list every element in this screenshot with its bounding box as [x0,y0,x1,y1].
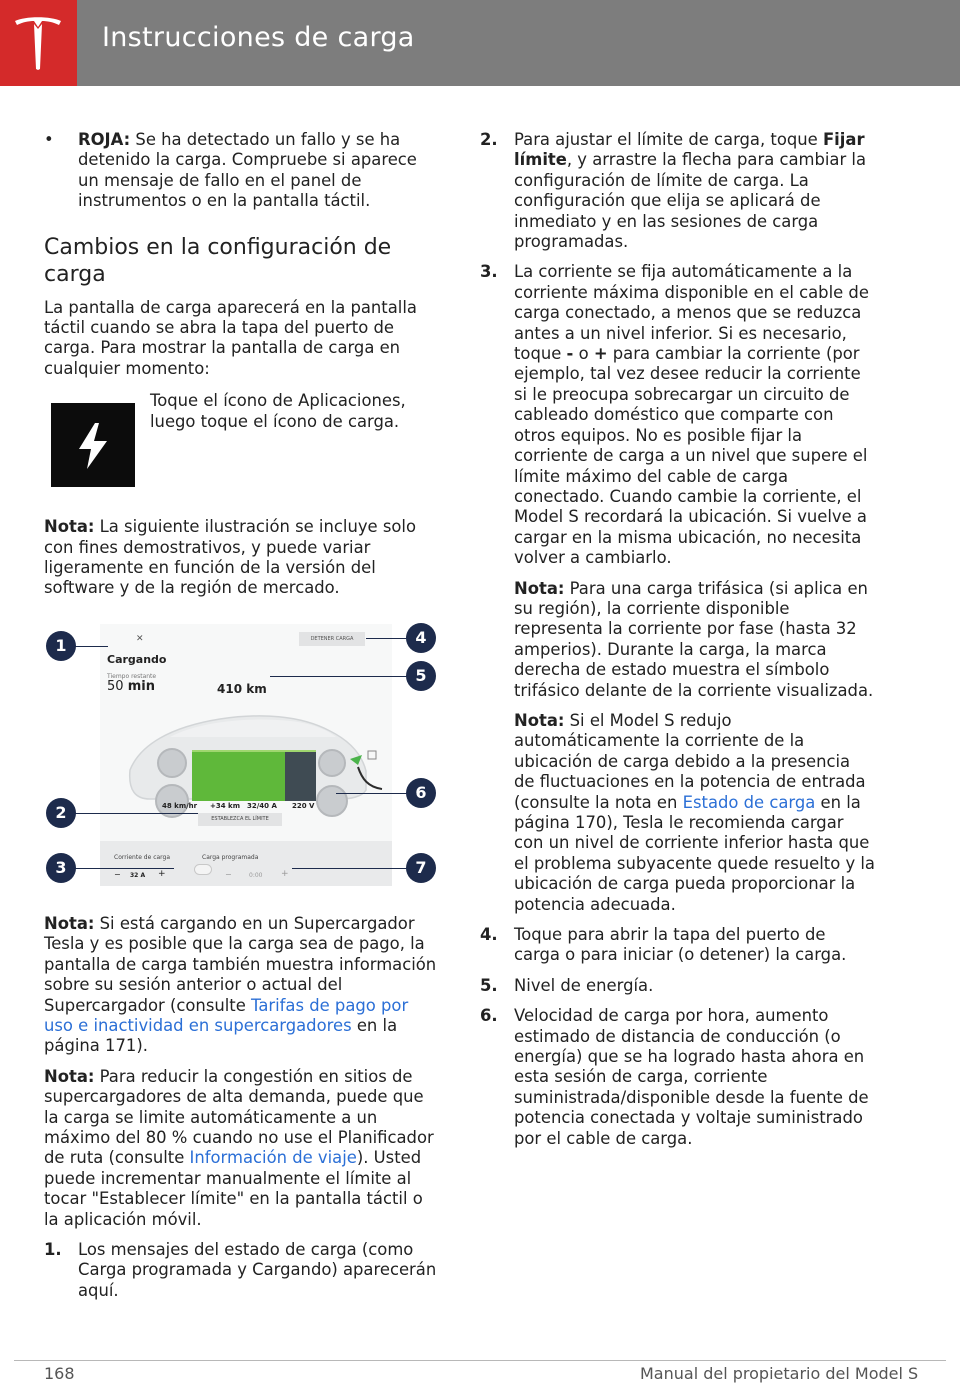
list-text: o [573,344,594,364]
bullet-label: ROJA: [78,130,131,149]
note-text: Si está cargando en un Supercargador Tesla y es posible que la carga sea de pago, la pantalla de carga también muestra información sobre su sesión anterior o actual del Supercargador (consulte [44,913,437,1015]
list-number: 4. [480,925,498,945]
callout-line-4 [366,638,408,640]
note-label: Nota: [514,578,565,598]
charge-current-label: Corriente de carga [114,853,171,861]
apps-instruction-text: Toque el ícono de Aplicaciones, luego toque el ícono de carga. [150,391,406,431]
tesla-logo [0,0,77,86]
callout-7: 7 [406,853,436,883]
callout-line-1 [74,646,108,648]
set-limit-term: Fijar límite [514,130,865,170]
stop-charging-button[interactable]: DETENER CARGA [299,632,365,646]
note-text: en la página 171). [44,1015,398,1056]
note-reduced-current [514,711,875,915]
bullet-mark: • [44,130,54,149]
list-item-1 [44,1240,440,1301]
list-text: para cambiar la corriente (por ejemplo, tal vez desee reducir la corriente si le preocupa sobrecargar un circuito de cableado doméstico que comparte con otros equipos. No es posible fijar la corriente de carga a un nivel que supere el límite máximo del cable de carga conectado. Cuando cambie la corriente, el Model S recordará la ubicación. Si vuelve a cargar en la misma ubicación, no necesita volver a cambiarlo. [514,344,868,568]
current-value: 32 A [130,871,146,879]
schedule-toggle[interactable] [194,864,212,875]
note-congestion [44,1067,440,1230]
note-three-phase [514,579,875,701]
callout-line-7 [292,868,408,870]
list-number: 6. [480,1006,498,1026]
charge-app-tile [51,403,135,487]
left-column [44,130,440,1301]
list-text: Toque para abrir la tapa del puerto de carga o para iniciar (o detener) la carga. [514,925,847,965]
charging-screen-illustration [44,615,440,898]
note-label: Nota: [514,710,565,730]
note-text: La siguiente ilustración se incluye solo con fines demostrativos, y puede variar ligeramente en función de la versión del software y de la región de mercado. [44,517,416,598]
scheduled-charge-label: Carga programada [202,853,259,861]
footer-divider [14,1360,946,1361]
list-text: Velocidad de carga por hora, aumento estimado de distancia de conducción (o energía) que se ha logrado hasta ahora en esta sesión de carga, corriente suministrada/disponible desde la fuente de potencia conectada y voltaje suministrado por el cable de carga. [514,1006,869,1148]
voltage-stat: 220 V [292,801,315,810]
note-text: Si el Model S redujo automáticamente la corriente de la ubicación de carga debido a la presencia de fluctuaciones en la potencia de entrada (consulte la nota en [514,710,866,812]
note-supercharger [44,914,440,1057]
time-unit: min [127,678,155,694]
plus-symbol: + [593,344,608,364]
schedule-plus-button[interactable]: + [281,868,289,879]
page-title: Instrucciones de carga [102,22,415,53]
current-stat: 32/40 A [247,801,277,810]
list-item-5 [480,976,875,996]
list-number: 5. [480,975,498,995]
list-number: 1. [44,1239,62,1259]
range-added-stat: +34 km [210,801,240,810]
tesla-logo-icon [13,15,63,70]
list-text: La corriente se fija automáticamente a la corriente máxima disponible en el cable de carga conectado, a menos que se reduzca antes a un nivel inferior. Si es necesario, toque [514,262,869,364]
list-item-6 [480,1006,875,1149]
callout-1: 1 [46,631,76,661]
callout-line-3 [74,868,174,870]
list-text: Nivel de energía. [514,975,654,995]
right-column [480,130,875,1149]
section-title: Cambios en la configuración de carga [44,234,392,287]
list-item-2 [480,130,875,252]
current-minus-button[interactable]: − [114,869,121,879]
time-remaining-value [107,677,155,697]
list-number: 2. [480,130,498,149]
list-text: Los mensajes del estado de carga (como Carga programada y Cargando) aparecerán aquí. [78,1239,437,1300]
note-label: Nota: [44,1066,95,1086]
list-item-4 [480,925,875,966]
page-header [0,0,960,86]
current-plus-button[interactable]: + [158,868,166,879]
close-icon[interactable]: ✕ [136,633,144,644]
callout-line-2 [74,813,198,815]
note-illustration [44,517,440,599]
note-text: Para una carga trifásica (si aplica en su región), la corriente disponible representa la corriente por fase (hasta 32 amperios). Durante la carga, la marca derecha de estado muestra el símbolo trifásico delante de la corriente visualizada. [514,578,874,700]
note-text: Para reducir la congestión en sitios de supercargadores de alta demanda, puede que la carga se limite automáticamente a un máximo del 80 % cuando no use el Planificador de ruta (consulte [44,1066,434,1168]
note-text: en la página 170), Tesla le recomienda cargar con un nivel de corriente inferior hasta que el problema subyacente quede resuelto y la ubicación de carga pueda proporcionar la potencia adecuada. [514,792,875,914]
manual-title: Manual del propietario del Model S [640,1364,919,1383]
supercharger-fees-link[interactable]: Tarifas de pago por uso e inactividad en supercargadores [44,995,409,1035]
schedule-minus-button[interactable]: − [225,869,232,879]
page-number: 168 [44,1364,75,1383]
minus-symbol: - [566,344,574,364]
bullet-red-status [44,130,440,212]
energy-level: 410 km [217,681,267,696]
callout-line-6 [336,793,408,795]
intro-paragraph: La pantalla de carga aparecerá en la pantalla táctil cuando se abra la tapa del puerto de carga. Para mostrar la pantalla de carga en cualquier momento: [44,297,417,378]
set-limit-button[interactable]: ESTABLEZCA EL LÍMITE [198,813,282,826]
callout-line-5 [270,676,408,678]
callout-3: 3 [46,853,76,883]
lightning-bolt-icon [77,423,109,469]
apps-instruction-row [44,391,440,501]
list-number: 3. [480,262,498,282]
note-label: Nota: [44,517,95,537]
list-text: , y arrastre la flecha para cambiar la configuración de límite de carga. La configuración que elija se aplicará de inmediato y en las sesiones de carga programadas. [514,150,867,252]
charging-status: Cargando [107,652,167,666]
callout-5: 5 [406,661,436,691]
callout-4: 4 [406,623,436,653]
charge-status-link[interactable]: Estado de carga [682,792,816,812]
time-remaining-label: Tiempo restante [107,672,157,680]
list-text: Para ajustar el límite de carga, toque [514,130,823,149]
note-label: Nota: [44,913,95,933]
trip-info-link[interactable]: Información de viaje [189,1148,357,1168]
callout-2: 2 [46,798,76,828]
bullet-text: Se ha detectado un fallo y se ha detenido la carga. Compruebe si aparece un mensaje de fallo en el panel de instrumentos o en la pantalla táctil. [78,130,417,211]
list-item-3 [480,262,875,915]
callout-6: 6 [406,778,436,808]
time-value: 50 [107,678,124,694]
schedule-time-value: 0:00 [249,871,263,879]
charge-rate-stat: 48 km/hr [162,801,198,810]
note-text: ). Usted puede incrementar manualmente el límite al tocar "Establecer límite" en la pantalla táctil o la aplicación móvil. [44,1148,423,1229]
